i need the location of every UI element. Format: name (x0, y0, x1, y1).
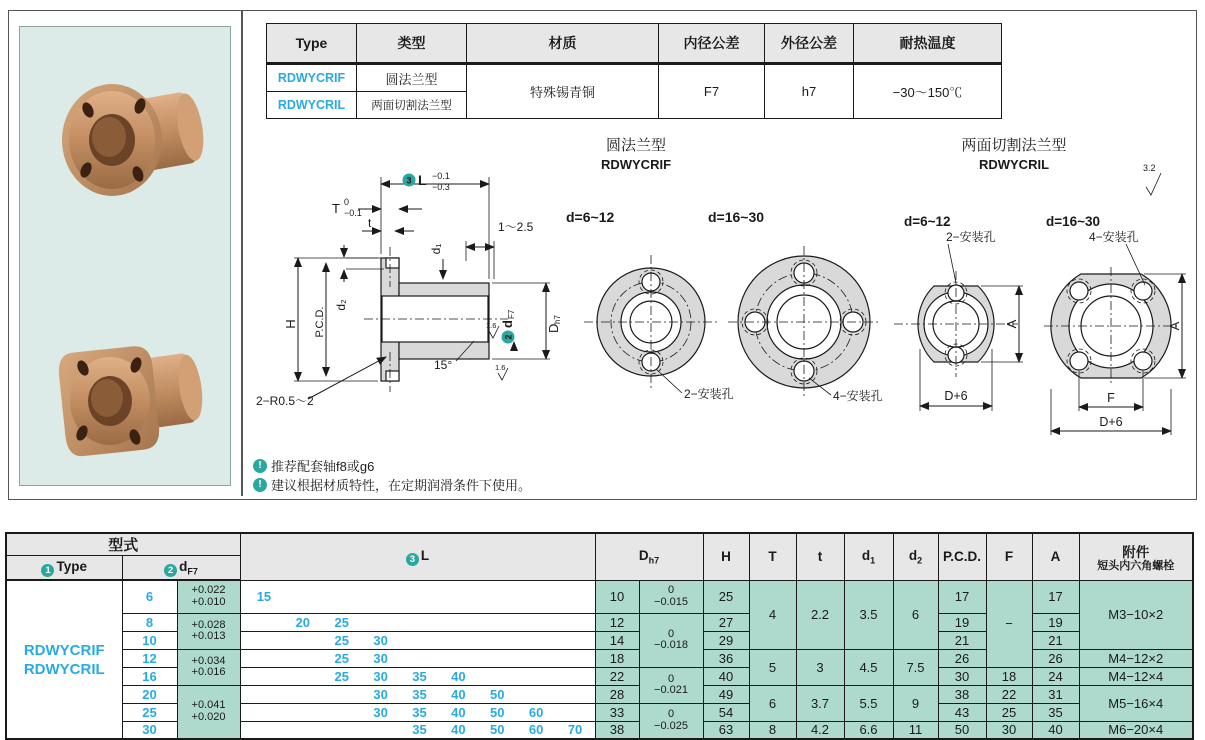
D-tolerance: 0 −0.015 (639, 580, 703, 613)
main-header-row-1 (6, 533, 1193, 556)
l-value (400, 615, 439, 630)
l-value (439, 615, 478, 630)
svg-text:L: L (418, 172, 427, 188)
svg-text:d=16~30: d=16~30 (1046, 214, 1101, 229)
d2-value: 7.5 (893, 649, 938, 685)
svg-text:D: D (546, 323, 561, 333)
spec-row-rdwycrif (267, 64, 1002, 92)
svg-text:d=6~12: d=6~12 (566, 209, 615, 225)
svg-text:3: 3 (406, 175, 412, 186)
l-value: 50 (490, 704, 505, 720)
H-value: 25 (703, 580, 749, 613)
l-value (361, 589, 400, 604)
header-accessory: 附件 短头内六角螺栓 (1079, 533, 1193, 580)
d-value: 12 (122, 649, 177, 667)
svg-text:4−安装孔: 4−安装孔 (833, 389, 883, 403)
svg-text:d₁: d₁ (429, 243, 443, 255)
spec-header-material: 材质 (467, 24, 659, 64)
svg-text:T: T (332, 201, 340, 216)
d2-value: 6 (893, 580, 938, 649)
svg-text:RDWYCRIL: RDWYCRIL (978, 157, 1050, 172)
spec-heat-temp: −30～150℃ (854, 64, 1002, 119)
header-A: A (1032, 533, 1079, 580)
l-value (283, 722, 322, 737)
l-value (556, 705, 595, 720)
d-value: 16 (122, 667, 177, 685)
screw-value: M3−10×2 (1079, 580, 1193, 649)
t-value: 2.2 (796, 580, 844, 649)
svg-text:2−R0.5～2: 2−R0.5～2 (256, 394, 314, 408)
svg-text:d: d (500, 320, 515, 328)
cross-section-drawing (256, 171, 562, 408)
svg-text:A: A (1004, 319, 1019, 329)
note-text: 推荐配套轴f8或g6 (271, 459, 375, 474)
l-value (283, 669, 322, 684)
svg-text:F7: F7 (507, 309, 516, 319)
l-value: 35 (412, 722, 427, 738)
l-value (517, 687, 556, 702)
H-value: 27 (703, 613, 749, 631)
L-values (240, 721, 595, 739)
note-line-2 (253, 475, 531, 494)
svg-text:D+6: D+6 (944, 389, 968, 403)
L-values (240, 667, 595, 685)
l-value: 40 (451, 722, 466, 738)
notes-block (253, 456, 531, 494)
PCD-value: 30 (938, 667, 986, 685)
d-value: 30 (122, 721, 177, 739)
svg-text:−0.1: −0.1 (344, 208, 362, 218)
F-value: − (986, 580, 1032, 667)
T-value: 5 (749, 649, 796, 685)
D-value: 14 (595, 631, 639, 649)
svg-text:−0.3: −0.3 (432, 182, 450, 192)
header-T: T (749, 533, 796, 580)
A-value: 31 (1032, 685, 1079, 703)
d1-value: 5.5 (844, 685, 893, 721)
svg-text:2−安装孔: 2−安装孔 (684, 387, 734, 401)
F-value: 22 (986, 685, 1032, 703)
svg-text:1.6: 1.6 (486, 321, 497, 330)
svg-text:RDWYCRIF: RDWYCRIF (600, 157, 672, 172)
svg-text:0: 0 (344, 197, 350, 207)
d2-value: 11 (893, 721, 938, 739)
d-value: 10 (122, 631, 177, 649)
l-value: 35 (412, 704, 427, 720)
A-value: 21 (1032, 631, 1079, 649)
header-H: H (703, 533, 749, 580)
spec-table (266, 23, 1002, 119)
D-value: 12 (595, 613, 639, 631)
T-value: 4 (749, 580, 796, 649)
l-value (361, 722, 400, 737)
l-value (556, 651, 595, 666)
roughness-od (495, 363, 508, 380)
H-value: 36 (703, 649, 749, 667)
l-value (478, 589, 517, 604)
header-d2: $d_2$ (893, 533, 938, 580)
D-value: 18 (595, 649, 639, 667)
svg-text:A: A (1167, 321, 1182, 331)
spec-material: 特殊锡青铜 (467, 64, 659, 119)
spec-header-category: 类型 (357, 24, 467, 64)
H-value: 29 (703, 631, 749, 649)
l-value (322, 705, 361, 720)
header-dF7: 2 $d_{F7}$ (122, 556, 240, 581)
l-value (478, 633, 517, 648)
l-value: 25 (334, 614, 349, 630)
A-value: 40 (1032, 721, 1079, 739)
d-value: 8 (122, 613, 177, 631)
roughness-cut-surface (1143, 163, 1161, 195)
l-value (283, 589, 322, 604)
svg-text:2: 2 (503, 334, 514, 340)
d-tolerance: +0.022 +0.010 (177, 580, 240, 613)
l-value: 30 (373, 704, 388, 720)
svg-text:d=16~30: d=16~30 (708, 209, 765, 225)
l-value (517, 633, 556, 648)
T-value: 8 (749, 721, 796, 739)
l-value (283, 687, 322, 702)
l-value (400, 633, 439, 648)
header-type: 1 Type (6, 556, 122, 581)
spec-id-tolerance: F7 (659, 64, 765, 119)
l-value (556, 589, 595, 604)
product-photo-panel (19, 26, 231, 486)
spec-header-id-tolerance: 内径公差 (659, 24, 765, 64)
screw-value: M4−12×4 (1079, 667, 1193, 685)
l-value: 30 (373, 632, 388, 648)
l-value (283, 651, 322, 666)
l-value (322, 687, 361, 702)
l-value (245, 687, 284, 702)
d1-value: 6.6 (844, 721, 893, 739)
spec-category-1: 圆法兰型 (357, 64, 467, 92)
d-tolerance: +0.028 +0.013 (177, 613, 240, 649)
l-value: 30 (373, 650, 388, 666)
spec-category-2: 两面切割法兰型 (357, 92, 467, 119)
spec-type-2: RDWYCRIL (267, 92, 357, 119)
screw-value: M6−20×4 (1079, 721, 1193, 739)
note-line-1 (253, 456, 531, 475)
l-value: 30 (373, 668, 388, 684)
L-values (240, 580, 595, 613)
l-value (439, 651, 478, 666)
l-value (245, 633, 284, 648)
header-Dh7: $D_{h7}$ (595, 533, 703, 580)
l-value: 25 (334, 632, 349, 648)
A-value: 35 (1032, 703, 1079, 721)
D-tolerance: 0 −0.021 (639, 667, 703, 703)
header-d1: $d_1$ (844, 533, 893, 580)
A-value: 24 (1032, 667, 1079, 685)
l-value (478, 615, 517, 630)
l-value (517, 669, 556, 684)
L-values (240, 613, 595, 631)
l-value: 25 (334, 668, 349, 684)
l-value (478, 651, 517, 666)
l-value (556, 669, 595, 684)
l-value: 50 (490, 722, 505, 738)
product-photo-cut-flange (50, 327, 220, 477)
l-value (245, 651, 284, 666)
l-value (439, 589, 478, 604)
H-value: 54 (703, 703, 749, 721)
l-value (322, 589, 361, 604)
spec-header-od-tolerance: 外径公差 (765, 24, 854, 64)
l-value (556, 633, 595, 648)
spec-header-row (267, 24, 1002, 64)
d-tolerance: +0.041 +0.020 (177, 685, 240, 739)
l-value (361, 615, 400, 630)
spec-header-heat: 耐热温度 (854, 24, 1002, 64)
D-tolerance: 0 −0.018 (639, 613, 703, 667)
screw-value: M4−12×2 (1079, 649, 1193, 667)
l-value: 60 (528, 704, 544, 720)
A-value: 17 (1032, 580, 1079, 613)
F-value: 18 (986, 667, 1032, 685)
l-value: 60 (528, 722, 544, 738)
svg-text:两面切割法兰型: 两面切割法兰型 (961, 137, 1067, 154)
l-value (245, 722, 284, 737)
A-value: 26 (1032, 649, 1079, 667)
svg-text:F: F (1107, 391, 1115, 405)
header-L: 3 L (240, 533, 595, 580)
A-value: 19 (1032, 613, 1079, 631)
svg-text:−0.1: −0.1 (432, 171, 450, 181)
d2-value: 9 (893, 685, 938, 721)
header-t: t (796, 533, 844, 580)
svg-text:1～2.5: 1～2.5 (498, 220, 534, 234)
l-value (400, 589, 439, 604)
svg-text:4−安装孔: 4−安装孔 (1089, 230, 1139, 244)
d-value: 20 (122, 685, 177, 703)
note-icon: ! (253, 459, 267, 473)
header-model: 型式 (6, 533, 240, 556)
spec-type-1: RDWYCRIF (267, 64, 357, 92)
screw-value: M5−16×4 (1079, 685, 1193, 721)
t-value: 4.2 (796, 721, 844, 739)
svg-text:圆法兰型: 圆法兰型 (605, 137, 667, 154)
svg-text:h7: h7 (553, 315, 562, 324)
d1-value: 4.5 (844, 649, 893, 685)
D-value: 28 (595, 685, 639, 703)
l-value: 20 (295, 614, 311, 630)
panel-divider (241, 11, 243, 496)
l-value (517, 589, 556, 604)
l-value (517, 651, 556, 666)
table-row-d20 (6, 685, 1193, 703)
T-value: 6 (749, 685, 796, 721)
PCD-value: 38 (938, 685, 986, 703)
l-value (322, 722, 361, 737)
l-value (400, 651, 439, 666)
l-value (283, 633, 322, 648)
l-value (556, 615, 595, 630)
round-flange-drawing (566, 136, 883, 403)
l-value (478, 669, 517, 684)
PCD-value: 19 (938, 613, 986, 631)
header-F: F (986, 533, 1032, 580)
F-value: 25 (986, 703, 1032, 721)
cut-flange-drawing (894, 136, 1186, 435)
PCD-value: 50 (938, 721, 986, 739)
l-value: 30 (373, 686, 388, 702)
PCD-value: 43 (938, 703, 986, 721)
svg-text:H: H (283, 319, 298, 329)
l-value (517, 615, 556, 630)
F-value: 30 (986, 721, 1032, 739)
d-value: 25 (122, 703, 177, 721)
PCD-value: 26 (938, 649, 986, 667)
product-photo-round-flange (50, 62, 220, 222)
l-value (245, 669, 284, 684)
l-value: 35 (412, 668, 427, 684)
note-icon: ! (253, 478, 267, 492)
technical-drawings (246, 119, 1201, 454)
dimension-table (5, 532, 1194, 740)
header-PCD: P.C.D. (938, 533, 986, 580)
l-value: 40 (451, 686, 466, 702)
D-value: 38 (595, 721, 639, 739)
svg-text:1.6: 1.6 (495, 363, 506, 372)
l-value: 15 (256, 589, 272, 604)
t-value: 3 (796, 649, 844, 685)
l-value (245, 615, 284, 630)
l-value (439, 633, 478, 648)
spec-od-tolerance: h7 (765, 64, 854, 119)
svg-text:15°: 15° (434, 358, 453, 372)
svg-text:D+6: D+6 (1099, 415, 1123, 429)
svg-text:P.C.D.: P.C.D. (314, 306, 326, 338)
svg-text:t: t (368, 216, 372, 230)
L-values (240, 685, 595, 703)
l-value: 40 (451, 704, 466, 720)
H-value: 40 (703, 667, 749, 685)
l-value: 50 (490, 686, 505, 702)
D-value: 33 (595, 703, 639, 721)
L-values (240, 703, 595, 721)
L-values (240, 649, 595, 667)
L-values (240, 631, 595, 649)
d-tolerance: +0.034 +0.016 (177, 649, 240, 685)
d1-value: 3.5 (844, 580, 893, 649)
D-tolerance: 0 −0.025 (639, 703, 703, 739)
D-value: 22 (595, 667, 639, 685)
PCD-value: 17 (938, 580, 986, 613)
type-cell: RDWYCRIF RDWYCRIL (6, 580, 122, 739)
l-value (556, 687, 595, 702)
PCD-value: 21 (938, 631, 986, 649)
t-value: 3.7 (796, 685, 844, 721)
svg-text:3.2: 3.2 (1143, 163, 1156, 173)
d-value: 6 (122, 580, 177, 613)
l-value: 25 (334, 650, 349, 666)
spec-header-type: Type (267, 24, 357, 64)
D-value: 10 (595, 580, 639, 613)
H-value: 63 (703, 721, 749, 739)
table-row-d6 (6, 580, 1193, 613)
l-value (283, 705, 322, 720)
l-value: 40 (451, 668, 466, 684)
l-value: 35 (412, 686, 427, 702)
l-value: 70 (567, 722, 583, 738)
svg-text:d=6~12: d=6~12 (904, 214, 951, 229)
H-value: 49 (703, 685, 749, 703)
top-section-box (8, 10, 1197, 500)
svg-text:d₂: d₂ (334, 299, 348, 311)
l-value (245, 705, 284, 720)
svg-text:2−安装孔: 2−安装孔 (946, 230, 996, 244)
note-text: 建议根据材质特性，在定期润滑条件下使用。 (271, 478, 532, 493)
